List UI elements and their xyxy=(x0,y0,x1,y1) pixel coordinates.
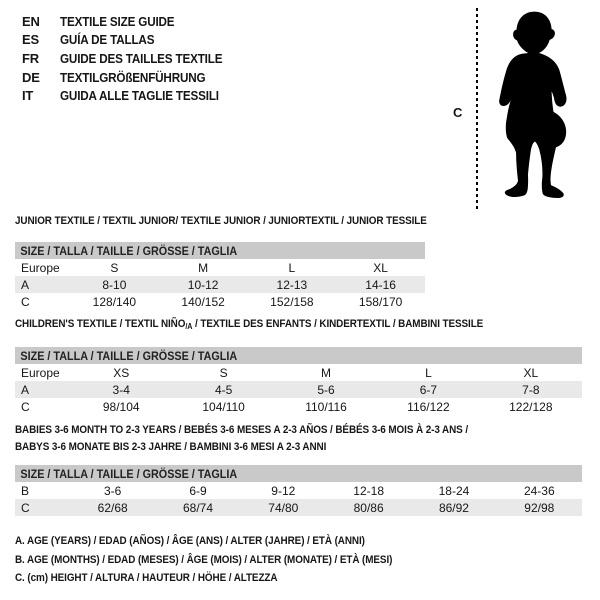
value-cell: 92/98 xyxy=(524,500,555,515)
children-table-title xyxy=(15,318,483,330)
value-cell: 8-10 xyxy=(102,277,127,292)
babies-size-table xyxy=(15,465,582,516)
size-cell: XL xyxy=(373,260,388,275)
language-title: TEXTILE SIZE GUIDE xyxy=(60,13,175,29)
value-cell: 6-7 xyxy=(419,382,438,397)
size-cell: S xyxy=(110,260,119,275)
toddler-silhouette-icon xyxy=(483,7,590,207)
value-cell: 12-18 xyxy=(353,483,384,498)
value-cell: 128/140 xyxy=(92,294,137,309)
language-title: GUIDE DES TAILLES TEXTILE xyxy=(60,50,223,66)
value-cell: 74/80 xyxy=(268,500,299,515)
value-cell: 86/92 xyxy=(438,500,469,515)
value-cell: 5-6 xyxy=(317,382,335,397)
value-cell: 62/68 xyxy=(97,500,128,515)
language-row xyxy=(22,49,240,68)
children-title-prefix: CHILDREN'S TEXTILE / TEXTIL NIÑO xyxy=(15,318,186,330)
row-label: C xyxy=(21,500,30,515)
children-title-subscript: /A xyxy=(185,322,193,331)
row-label: Europe xyxy=(21,260,60,275)
size-header-bar xyxy=(15,242,425,259)
language-title: GUÍA DE TALLAS xyxy=(60,32,155,48)
value-cell: 12-13 xyxy=(276,277,308,292)
language-code: IT xyxy=(22,88,34,104)
row-label: Europe xyxy=(21,365,60,380)
table-row-height xyxy=(15,398,582,415)
babies-table-title-line2: BABYS 3-6 MONATE BIS 2-3 JAHRE / BAMBINI 3-6 MESI A 2-3 ANNI xyxy=(15,441,327,453)
value-cell: 4-5 xyxy=(214,382,233,397)
footnote-line-c: C. (cm) HEIGHT / ALTURA / HAUTEUR / HÖHE / ALTEZZA xyxy=(15,572,278,584)
value-cell: 7-8 xyxy=(522,382,540,397)
junior-table-title: JUNIOR TEXTILE / TEXTIL JUNIOR/ TEXTILE JUNIOR / JUNIORTEXTIL / JUNIOR TESSILE xyxy=(15,215,427,227)
value-cell: 158/170 xyxy=(358,294,403,309)
value-cell: 3-6 xyxy=(103,483,122,498)
junior-size-table xyxy=(15,242,425,310)
language-code: ES xyxy=(22,32,39,48)
size-cell: L xyxy=(425,365,432,380)
language-code: EN xyxy=(22,13,40,29)
measure-label-c: C xyxy=(453,105,463,120)
size-header-bar xyxy=(15,347,582,364)
value-cell: 104/110 xyxy=(202,399,245,414)
footnote-line-a: A. AGE (YEARS) / EDAD (AÑOS) / ÂGE (ANS) / ALTER (JAHRE) / ETÀ (ANNI) xyxy=(15,535,365,547)
size-header-label: SIZE / TALLA / TAILLE / GRÖSSE / TAGLIA xyxy=(20,243,238,258)
row-label: A xyxy=(21,382,30,397)
size-cell: L xyxy=(288,260,296,275)
language-title: GUIDA ALLE TAGLIE TESSILI xyxy=(60,88,219,104)
value-cell: 24-36 xyxy=(523,483,555,498)
table-row-age xyxy=(15,381,582,398)
children-size-table xyxy=(15,347,582,415)
value-cell: 140/152 xyxy=(181,294,225,309)
children-title-suffix: / TEXTILE DES ENFANTS / KINDERTEXTIL / BAMBINI TESSILE xyxy=(192,318,484,330)
row-label: C xyxy=(21,294,30,309)
language-code: DE xyxy=(22,69,40,85)
size-cell: S xyxy=(219,365,228,380)
value-cell: 80/86 xyxy=(353,500,384,515)
table-row-europe xyxy=(15,364,582,381)
value-cell: 14-16 xyxy=(365,277,396,292)
row-label: A xyxy=(21,277,30,292)
size-header-label: SIZE / TALLA / TAILLE / GRÖSSE / TAGLIA xyxy=(20,348,238,363)
row-label: B xyxy=(21,483,30,498)
size-cell: M xyxy=(198,260,209,275)
value-cell: 152/158 xyxy=(270,294,314,309)
value-cell: 6-9 xyxy=(189,483,207,498)
language-code: FR xyxy=(22,50,39,66)
value-cell: 9-12 xyxy=(271,483,296,498)
size-cell: M xyxy=(321,365,332,380)
value-cell: 98/104 xyxy=(102,399,140,414)
table-row-height xyxy=(15,499,582,516)
size-cell: XS xyxy=(113,365,130,380)
table-row-europe xyxy=(15,259,425,276)
size-header-bar xyxy=(15,465,582,482)
value-cell: 122/128 xyxy=(509,399,553,414)
language-row xyxy=(22,86,240,105)
value-cell: 18-24 xyxy=(438,483,470,498)
table-row-height xyxy=(15,293,425,310)
table-row-age-months xyxy=(15,482,582,499)
value-cell: 116/122 xyxy=(407,399,450,414)
table-row-age xyxy=(15,276,425,293)
babies-table-title-line1: BABIES 3-6 MONTH TO 2-3 YEARS / BEBÉS 3-6 MESES A 2-3 AÑOS / BÉBÉS 3-6 MOIS À 2-3 ANS / xyxy=(15,424,468,436)
language-row xyxy=(22,31,240,50)
language-title: TEXTILGRÖßENFÜHRUNG xyxy=(60,69,206,85)
footnote-line-b: B. AGE (MONTHS) / EDAD (MESES) / ÂGE (MOIS) / ALTER (MONATE) / ETÀ (MESI) xyxy=(15,553,393,566)
language-list xyxy=(22,12,240,105)
size-cell: XL xyxy=(523,365,539,380)
value-cell: 110/116 xyxy=(305,399,347,414)
language-row xyxy=(22,12,240,31)
value-cell: 68/74 xyxy=(182,500,213,515)
language-row xyxy=(22,68,240,87)
row-label: C xyxy=(21,399,30,414)
footnote-list xyxy=(15,532,434,588)
value-cell: 3-4 xyxy=(112,382,130,397)
height-measure-dashed-line xyxy=(476,8,478,210)
size-header-label: SIZE / TALLA / TAILLE / GRÖSSE / TAGLIA xyxy=(20,466,238,481)
value-cell: 10-12 xyxy=(187,277,219,292)
